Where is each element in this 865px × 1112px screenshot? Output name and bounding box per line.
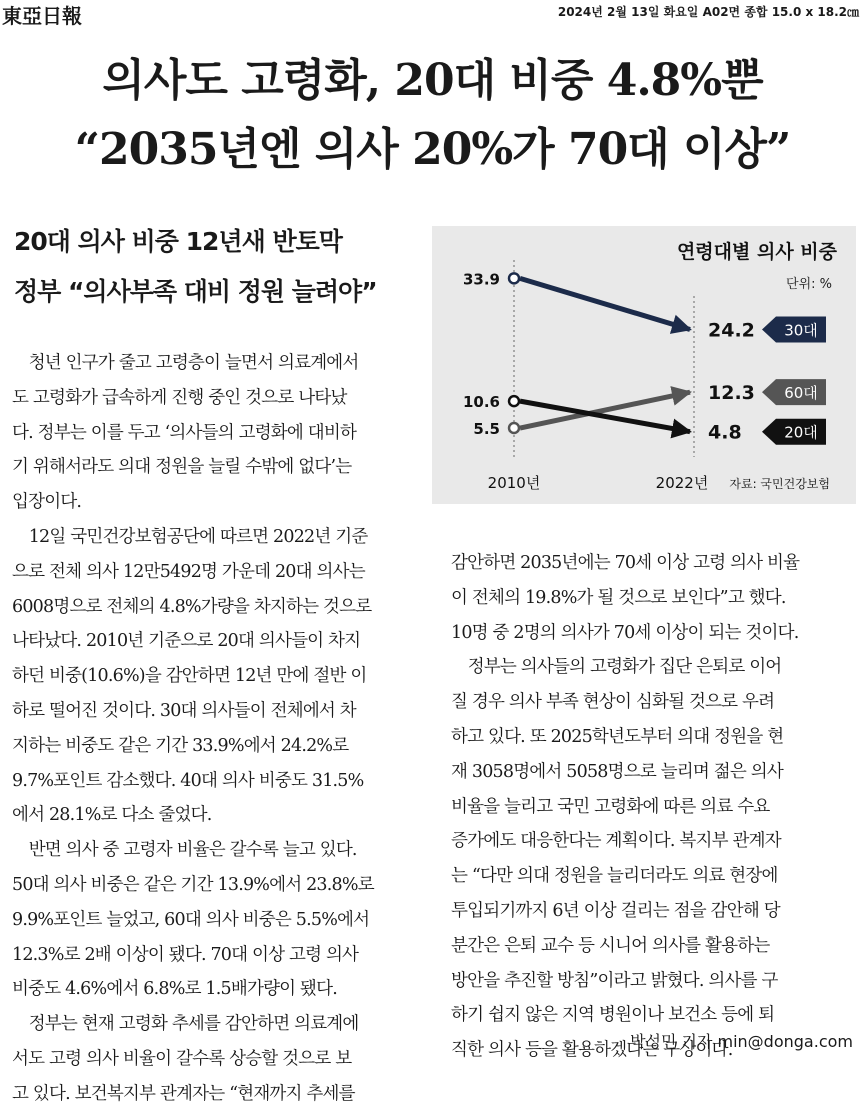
chart-title: 연령대별 의사 비중 (676, 241, 837, 263)
data-label: 5.5 (473, 420, 500, 439)
data-label: 24.2 (708, 319, 755, 342)
body-text-line: 하기 쉽지 않은 지역 병원이나 보건소 등에 퇴 (451, 1005, 775, 1026)
body-text-line: 투입되기까지 6년 이상 걸리는 점을 감안해 당 (451, 900, 780, 921)
data-point-60대 (509, 423, 519, 433)
subhead-1: 20대 의사 비중 12년새 반토막 (14, 227, 342, 256)
body-text-line: 다. 정부는 이를 두고 ‘의사들의 고령화에 대비하 (12, 422, 357, 443)
body-text-line: 하고 있다. 또 2025학년도부터 의대 정원을 현 (451, 726, 784, 747)
body-text-line: 10명 중 2명의 의사가 70세 이상이 되는 것이다. (451, 622, 799, 643)
body-text-line: 재 3058명에서 5058명으로 늘리며 젊은 의사 (451, 761, 783, 782)
body-text-line: 나타났다. 2010년 기준으로 20대 의사들이 차지 (12, 631, 361, 652)
body-text-line: 방안을 추진할 방침”이라고 밝혔다. 의사를 구 (451, 970, 778, 991)
body-text-line: 반면 의사 중 고령자 비율은 갈수록 늘고 있다. (12, 840, 357, 861)
body-text-line: 는 “다만 의대 정원을 늘리더라도 의료 현장에 (451, 866, 778, 887)
body-text-line: 질 경우 의사 부족 현상이 심화될 것으로 우려 (451, 692, 775, 713)
series-line-20대 (520, 401, 690, 432)
body-text-line: 서도 고령 의사 비율이 갈수록 상승할 것으로 보 (12, 1048, 352, 1069)
body-text-line: 으로 전체 의사 12만5492명 가운데 20대 의사는 (12, 561, 365, 582)
data-label: 12.3 (708, 382, 755, 405)
headline-line-1: 의사도 고령화, 20대 비중 4.8%뿐 (102, 55, 763, 106)
body-text-line: 도 고령화가 급속하게 진행 중인 것으로 나타났 (12, 387, 347, 408)
data-label: 33.9 (462, 270, 500, 289)
body-text-line: 분간은 은퇴 교수 등 시니어 의사를 활용하는 (451, 935, 770, 956)
body-text-line: 하로 떨어진 것이다. 30대 의사들이 전체에서 차 (12, 700, 356, 721)
chart-unit: 단위: % (786, 277, 832, 292)
article-body-left-column (12, 346, 418, 1112)
body-text-line: 입장이다. (12, 492, 82, 513)
masthead (0, 0, 865, 28)
body-text-line: 6008명으로 전체의 4.8%가량을 차지하는 것으로 (12, 596, 372, 617)
series-line-60대 (520, 392, 690, 428)
data-label: 10.6 (462, 393, 500, 412)
legend-label: 30대 (784, 321, 818, 340)
body-text-line: 비율을 늘리고 국민 고령화에 따른 의료 수요 (451, 796, 770, 817)
newspaper-logo: 東亞日報 (2, 4, 82, 28)
body-text-line: 하던 비중(10.6%)을 감안하면 12년 만에 절반 이 (12, 666, 367, 687)
x-tick-label: 2022년 (655, 474, 709, 492)
body-text-line: 50대 의사 비중은 같은 기간 13.9%에서 23.8%로 (12, 874, 374, 895)
body-text-line: 비중도 4.6%에서 6.8%로 1.5배가량이 됐다. (12, 979, 338, 1000)
body-text-line: 기 위해서라도 의대 정원을 늘릴 수밖에 없다’는 (12, 457, 352, 478)
body-text-line: 이 전체의 19.8%가 될 것으로 보인다”고 했다. (451, 587, 786, 608)
legend-label: 60대 (784, 384, 818, 403)
chart-source: 자료: 국민건강보험 (729, 477, 830, 491)
headline-line-2: “2035년엔 의사 20%가 70대 이상” (74, 124, 791, 175)
body-text-line: 증가에도 대응한다는 계획이다. 복지부 관계자 (451, 831, 781, 852)
article-body-right-column (451, 546, 855, 1068)
data-label: 4.8 (708, 421, 742, 444)
chart (432, 226, 856, 504)
byline: 박성민 기자 min@donga.com (630, 1032, 853, 1051)
body-text-line: 9.7%포인트 감소했다. 40대 의사 비중도 31.5% (12, 770, 364, 791)
x-tick-label: 2010년 (487, 474, 541, 492)
dateline: 2024년 2월 13일 화요일 A02면 종합 15.0 x 18.2㎝ (557, 5, 859, 19)
body-text-line: 12.3%로 2배 이상이 됐다. 70대 이상 고령 의사 (12, 944, 359, 965)
body-text-line: 9.9%포인트 늘었고, 60대 의사 비중은 5.5%에서 (12, 909, 370, 930)
series-line-30대 (520, 278, 690, 329)
body-text-line: 직한 의사 등을 활용하겠다는 구상이다. (451, 1040, 733, 1061)
data-point-20대 (509, 396, 519, 406)
body-text-line: 지하는 비중도 같은 기간 33.9%에서 24.2%로 (12, 735, 349, 756)
body-text-line: 고 있다. 보건복지부 관계자는 “현재까지 추세를 (12, 1083, 355, 1104)
body-text-line: 정부는 현재 고령화 추세를 감안하면 의료계에 (12, 1014, 359, 1035)
body-text-line: 감안하면 2035년에는 70세 이상 고령 의사 비율 (451, 553, 800, 573)
chart-svg (432, 226, 856, 504)
data-point-30대 (509, 273, 519, 283)
subhead-2: 정부 “의사부족 대비 정원 늘려야” (14, 277, 377, 306)
body-text-line: 12일 국민건강보험공단에 따르면 2022년 기준 (12, 526, 368, 547)
body-text-line: 에서 28.1%로 다소 줄었다. (12, 805, 212, 826)
legend-label: 20대 (784, 423, 818, 442)
body-text-line: 정부는 의사들의 고령화가 집단 은퇴로 이어 (451, 657, 782, 678)
body-text-line: 청년 인구가 줄고 고령층이 늘면서 의료계에서 (12, 353, 359, 373)
